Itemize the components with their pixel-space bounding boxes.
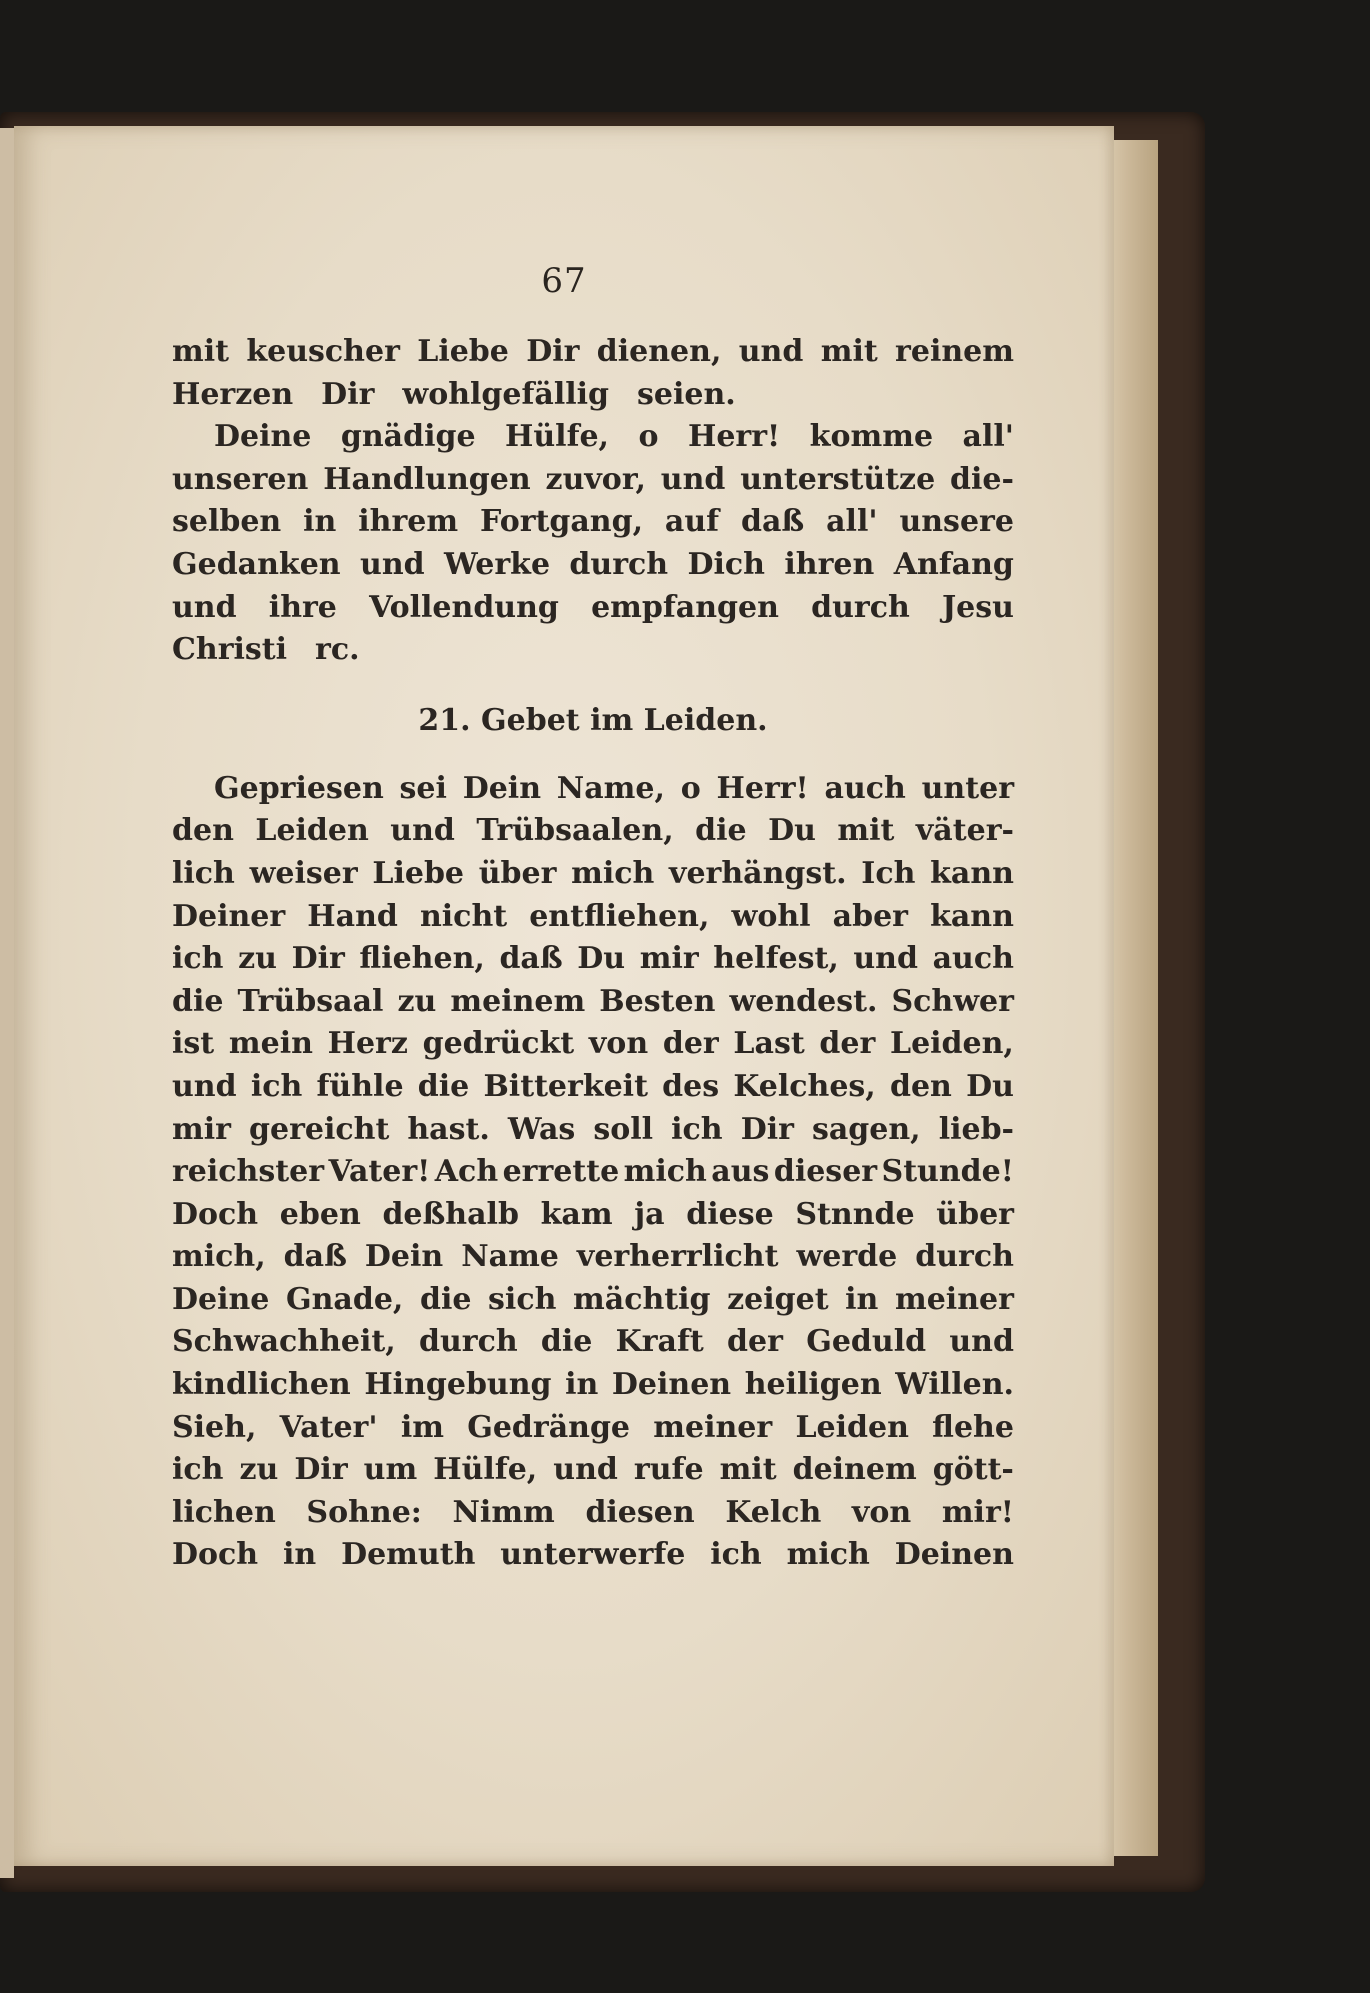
word: väter-: [915, 813, 1014, 849]
paragraph-2: [172, 416, 1014, 672]
word: die: [419, 1281, 472, 1317]
word: fühle: [316, 1068, 404, 1104]
paragraph-3: [172, 768, 1014, 1577]
word: Du: [577, 941, 626, 977]
word: unter: [921, 770, 1014, 806]
word: zuvor,: [545, 461, 646, 497]
word: mich: [623, 1154, 707, 1190]
book-page: [14, 126, 1114, 1866]
word: Herzen: [172, 376, 294, 412]
word: ist: [172, 1026, 215, 1062]
word: Deiner: [172, 898, 286, 934]
word: eben: [279, 1196, 361, 1232]
text-line: [172, 896, 1014, 939]
word: um: [363, 1452, 418, 1488]
word: deinem: [792, 1452, 917, 1488]
word: Trübsaal: [237, 983, 384, 1019]
word: Dir: [526, 334, 580, 369]
word: in: [565, 1367, 599, 1403]
word: reichster: [172, 1154, 325, 1190]
word: Doch: [172, 1537, 259, 1573]
word: soll: [593, 1111, 654, 1147]
word: kann: [930, 855, 1014, 891]
word: Schwachheit,: [172, 1324, 396, 1360]
word: gött-: [932, 1452, 1014, 1488]
word: auf: [664, 504, 720, 540]
word: durch: [811, 589, 910, 625]
word: verherrlicht: [576, 1239, 779, 1275]
word: Gnade,: [286, 1281, 404, 1317]
word: Herr!: [687, 419, 781, 455]
word: aber: [832, 898, 908, 934]
word: und: [853, 941, 918, 977]
word: durch: [418, 1324, 518, 1360]
word: dienen,: [596, 334, 722, 369]
text-line: [172, 1109, 1014, 1152]
word: mir!: [941, 1494, 1014, 1530]
word: lich: [172, 855, 235, 891]
word: mir: [172, 1111, 231, 1147]
text-line: [172, 1534, 1014, 1577]
word: keuscher: [246, 334, 400, 369]
word: und: [172, 1068, 237, 1104]
paragraph-1: [172, 331, 1014, 416]
text-line: [172, 1321, 1014, 1364]
text-line: [172, 587, 1014, 630]
word: Liebe: [372, 855, 465, 891]
word: Hülfe,: [505, 419, 610, 455]
text-line: [172, 981, 1014, 1024]
word: meiner: [653, 1409, 773, 1445]
text-line: [172, 1492, 1014, 1535]
word: lichen: [172, 1494, 276, 1530]
text-line: [172, 1066, 1014, 1109]
word: rufe: [633, 1452, 704, 1488]
word: ihrem: [358, 504, 459, 540]
word: all': [826, 504, 878, 540]
word: Trübsaalen,: [476, 813, 674, 849]
word: Last: [733, 1026, 805, 1062]
word: zu: [238, 941, 277, 977]
word: Hand: [307, 898, 398, 934]
word: Schwer: [891, 983, 1014, 1019]
word: errette: [502, 1154, 620, 1190]
word: fliehen,: [359, 941, 485, 977]
word: diesen: [585, 1494, 695, 1530]
word: daß: [283, 1239, 347, 1275]
text-line: [172, 1279, 1014, 1322]
word: wohlgefällig: [402, 376, 610, 412]
word: Name,: [556, 770, 665, 806]
word: ich: [250, 1068, 303, 1104]
word: und: [360, 546, 425, 582]
word: Stnnde: [795, 1196, 915, 1232]
word: reinem: [895, 334, 1014, 369]
page-number: 67: [541, 261, 587, 301]
word: Deine: [172, 1281, 270, 1317]
word: meinem: [450, 983, 586, 1019]
word: Dir: [321, 376, 375, 412]
word: Christi: [172, 632, 288, 668]
word: und: [949, 1324, 1014, 1360]
word: den: [889, 1068, 952, 1104]
text-line: [172, 938, 1014, 981]
word: Anfang: [893, 546, 1014, 582]
word: zeiget: [727, 1281, 829, 1317]
word: daß: [499, 941, 563, 977]
word: Du: [966, 1068, 1014, 1104]
word: selben: [172, 504, 282, 540]
word: Ach: [434, 1154, 499, 1190]
word: und: [172, 589, 237, 625]
word: wendest.: [729, 983, 878, 1019]
word: mit: [820, 334, 878, 369]
word: in: [303, 504, 337, 540]
word: ja: [634, 1196, 665, 1232]
text-line: [172, 1023, 1014, 1066]
word: von: [588, 1026, 649, 1062]
text-line: [172, 810, 1014, 853]
word: Deinen: [611, 1367, 732, 1403]
word: Werke: [444, 546, 551, 582]
word: mein: [228, 1026, 313, 1062]
word: entfliehen,: [529, 898, 710, 934]
word: Besten: [599, 983, 716, 1019]
word: Deine: [214, 419, 312, 455]
word: über: [478, 855, 557, 891]
word: Nimm: [452, 1494, 555, 1530]
word: rc.: [315, 632, 360, 668]
word: Dir: [740, 1111, 794, 1147]
text-line: [172, 1364, 1014, 1407]
word: Doch: [172, 1196, 259, 1232]
word: komme: [809, 419, 934, 455]
word: wohl: [731, 898, 811, 934]
word: dieser: [773, 1154, 878, 1190]
text-line: [172, 501, 1014, 544]
word: durch: [915, 1239, 1014, 1275]
word: Vater!: [328, 1154, 431, 1190]
word: gereicht: [249, 1111, 390, 1147]
word: mit: [719, 1452, 777, 1488]
word: mit: [837, 813, 895, 849]
text-line: [172, 629, 1014, 672]
word: sei: [399, 770, 447, 806]
previous-page-edge: [0, 128, 14, 1878]
word: mich: [786, 1537, 870, 1573]
word: zu: [397, 983, 437, 1019]
word: weiser: [249, 855, 358, 891]
word: unsere: [899, 504, 1014, 540]
word: die: [540, 1324, 593, 1360]
word: Hülfe,: [433, 1452, 538, 1488]
word: mir: [639, 941, 699, 977]
word: mit: [172, 334, 229, 369]
word: die: [695, 813, 747, 849]
word: ihren: [784, 546, 875, 582]
word: ich: [172, 941, 224, 977]
word: mich: [571, 855, 655, 891]
word: Gedanken: [172, 546, 341, 582]
word: aus: [711, 1154, 770, 1190]
word: Jesu: [941, 589, 1014, 625]
word: Herr!: [716, 770, 809, 806]
word: auch: [932, 941, 1014, 977]
word: seien.: [637, 376, 736, 412]
word: unterwerfe: [500, 1537, 686, 1573]
word: und: [660, 461, 726, 497]
word: über: [936, 1196, 1014, 1232]
text-line: [172, 1236, 1014, 1279]
text-line: [172, 1151, 1014, 1194]
text-line: [172, 459, 1014, 502]
word: Stunde!: [881, 1154, 1014, 1190]
word: den: [172, 813, 234, 849]
word: verhängst.: [669, 855, 847, 891]
word: werde: [796, 1239, 898, 1275]
word: Demuth: [341, 1537, 476, 1573]
word: ich: [172, 1452, 224, 1488]
word: kam: [540, 1196, 613, 1232]
word: daß: [740, 504, 805, 540]
word: Ich: [861, 855, 916, 891]
section-heading: 21. Gebet im Leiden.: [418, 702, 768, 738]
word: der: [819, 1026, 876, 1062]
word: Geduld: [806, 1324, 927, 1360]
text-line: [172, 1449, 1014, 1492]
word: diese: [686, 1196, 774, 1232]
word: Sieh,: [172, 1409, 257, 1445]
word: Kelch: [725, 1494, 822, 1530]
word: lieb-: [938, 1111, 1014, 1147]
word: flehe: [932, 1409, 1014, 1445]
word: im: [400, 1409, 444, 1445]
word: unseren: [172, 461, 309, 497]
word: helfest,: [713, 941, 839, 977]
text-line: [172, 374, 1014, 417]
word: unterstütze: [740, 461, 936, 497]
word: Dein: [462, 770, 542, 806]
word: Vater': [279, 1409, 378, 1445]
word: Leiden,: [889, 1026, 1014, 1062]
word: Handlungen: [323, 461, 531, 497]
word: Kelches,: [733, 1068, 876, 1104]
word: ich: [671, 1111, 723, 1147]
word: der: [727, 1324, 783, 1360]
word: Du: [768, 813, 816, 849]
word: Gepriesen: [214, 770, 384, 806]
word: die: [417, 1068, 470, 1104]
word: Sohne:: [306, 1494, 422, 1530]
text-line: [172, 1407, 1014, 1450]
word: Herz: [327, 1026, 408, 1062]
word: Gedränge: [467, 1409, 631, 1445]
text-line: [172, 416, 1014, 459]
word: Was: [507, 1111, 576, 1147]
text-line: [172, 768, 1014, 811]
word: Fortgang,: [480, 504, 644, 540]
text-line: [172, 853, 1014, 896]
word: des: [662, 1068, 720, 1104]
word: gedrückt: [422, 1026, 575, 1062]
word: der: [662, 1026, 719, 1062]
text-line: [172, 331, 1014, 374]
page-text: [172, 331, 1014, 1577]
word: die: [172, 983, 224, 1019]
word: o: [638, 419, 659, 455]
word: und: [553, 1452, 618, 1488]
word: mich,: [172, 1239, 266, 1275]
word: und: [738, 334, 804, 369]
word: und: [390, 813, 455, 849]
word: Dich: [687, 546, 765, 582]
word: in: [282, 1537, 317, 1573]
word: Hingebung: [364, 1367, 552, 1403]
word: Leiden: [795, 1409, 909, 1445]
word: hast.: [407, 1111, 490, 1147]
word: Vollendung: [369, 589, 559, 625]
word: Bitterkeit: [483, 1068, 648, 1104]
text-line: [172, 544, 1014, 587]
word: all': [962, 419, 1014, 455]
word: o: [680, 770, 701, 806]
word: sich: [488, 1281, 557, 1317]
text-line: [172, 1194, 1014, 1237]
word: die-: [950, 461, 1014, 497]
word: Liebe: [417, 334, 509, 369]
word: Dir: [294, 1452, 348, 1488]
word: kindlichen: [172, 1367, 351, 1403]
word: Kraft: [615, 1324, 704, 1360]
word: meiner: [894, 1281, 1014, 1317]
word: nicht: [419, 898, 508, 934]
word: deßhalb: [382, 1196, 519, 1232]
word: gnädige: [340, 419, 476, 455]
word: Willen.: [895, 1367, 1014, 1403]
word: von: [851, 1494, 912, 1530]
word: heiligen: [744, 1367, 882, 1403]
word: sagen,: [811, 1111, 921, 1147]
word: ich: [710, 1537, 762, 1573]
word: Leiden: [255, 813, 369, 849]
word: Deinen: [894, 1537, 1014, 1573]
word: in: [845, 1281, 879, 1317]
word: auch: [824, 770, 906, 806]
word: Dir: [291, 941, 345, 977]
word: durch: [569, 546, 669, 582]
word: Dein: [364, 1239, 444, 1275]
word: ihre: [268, 589, 337, 625]
word: Name: [461, 1239, 559, 1275]
word: mächtig: [573, 1281, 711, 1317]
word: kann: [930, 898, 1014, 934]
word: empfangen: [591, 589, 779, 625]
word: zu: [239, 1452, 279, 1488]
